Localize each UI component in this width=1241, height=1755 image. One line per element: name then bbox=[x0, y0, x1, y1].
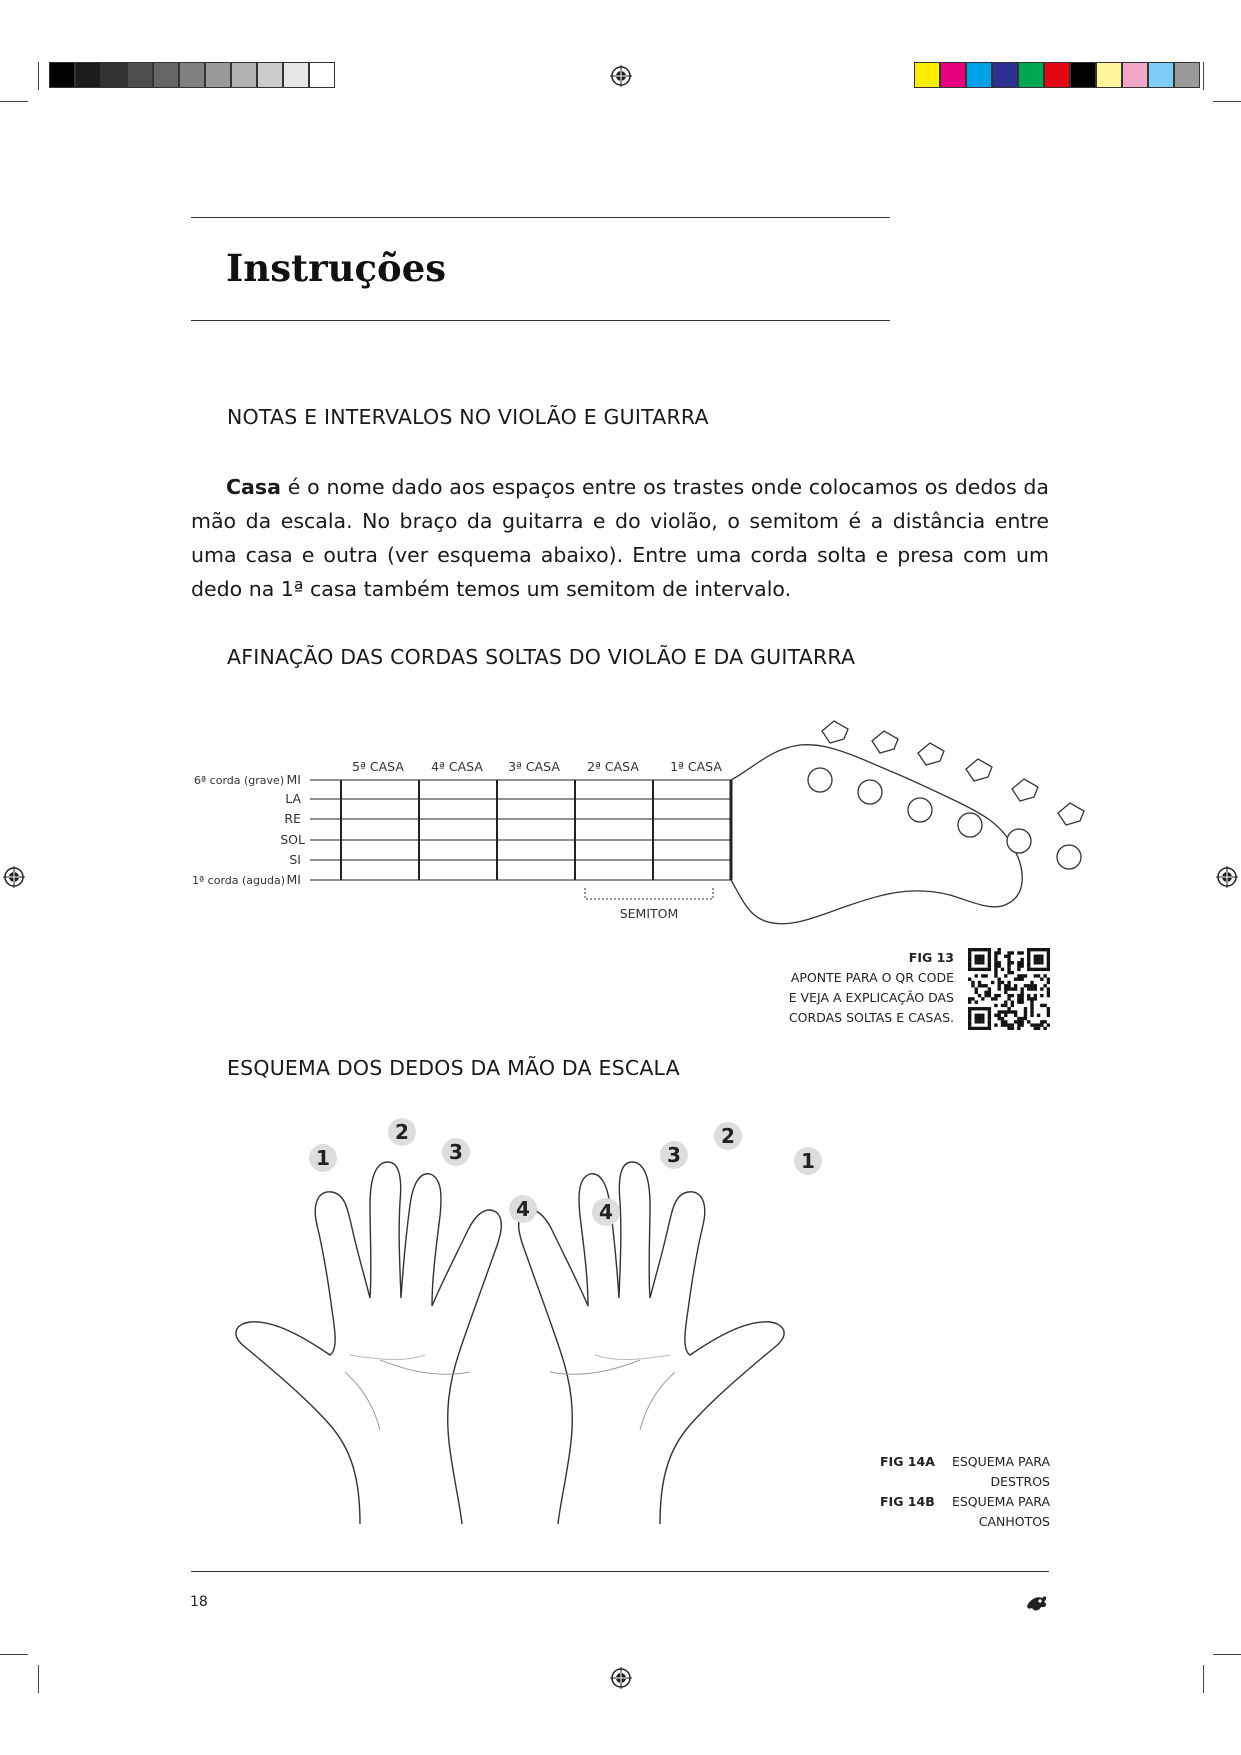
tuning-peg bbox=[958, 813, 982, 837]
left-hand-outline bbox=[519, 1162, 784, 1524]
color-swatch bbox=[1044, 62, 1070, 88]
tuning-key bbox=[872, 731, 898, 753]
crop-mark bbox=[0, 101, 28, 102]
hands-diagram bbox=[220, 1110, 920, 1530]
color-swatch-strip bbox=[914, 62, 1200, 88]
tuning-peg bbox=[858, 780, 882, 804]
color-swatch bbox=[940, 62, 966, 88]
color-swatch bbox=[1148, 62, 1174, 88]
crop-mark bbox=[1213, 101, 1241, 102]
color-swatch bbox=[966, 62, 992, 88]
string-name: SOL bbox=[280, 832, 305, 847]
registration-mark-icon bbox=[610, 65, 632, 87]
color-swatch bbox=[1122, 62, 1148, 88]
fig13-line1: APONTE PARA O QR CODE bbox=[790, 970, 954, 985]
color-swatch bbox=[309, 62, 335, 88]
fig14a-text1: ESQUEMA PARA bbox=[951, 1454, 1050, 1469]
crop-mark bbox=[1213, 1654, 1241, 1655]
title-top-rule bbox=[191, 217, 890, 218]
color-swatch bbox=[992, 62, 1018, 88]
string-name: MI bbox=[286, 772, 301, 787]
finger-number: 4 bbox=[516, 1197, 530, 1221]
casa-label: 4ª CASA bbox=[431, 759, 483, 774]
finger-number: 2 bbox=[721, 1124, 735, 1148]
section-heading-afinacao: AFINAÇÃO DAS CORDAS SOLTAS DO VIOLÃO E DA GUITARRA bbox=[227, 645, 856, 669]
crop-mark bbox=[1203, 1665, 1204, 1693]
fig13-line2: E VEJA A EXPLICAÇÃO DAS bbox=[788, 990, 954, 1005]
section-heading-esquema: ESQUEMA DOS DEDOS DA MÃO DA ESCALA bbox=[227, 1056, 680, 1080]
grayscale-swatch-strip bbox=[49, 62, 335, 88]
fig13-caption bbox=[700, 948, 954, 1028]
color-swatch bbox=[283, 62, 309, 88]
publisher-logo-icon bbox=[1024, 1590, 1050, 1614]
fig14a-label: FIG 14A bbox=[880, 1454, 935, 1469]
string-name: RE bbox=[284, 811, 301, 826]
paragraph-text: é o nome dado aos espaços entre os trastes onde colocamos os dedos da mão da escala. No braço da guitarra e do violão, o semitom é a distância entre uma casa e outra (ver esquema abaixo). Entre uma corda solta e presa com um dedo na 1ª casa também temos um semitom de intervalo. bbox=[191, 475, 1049, 601]
fig14b-text1: ESQUEMA PARA bbox=[951, 1494, 1050, 1509]
color-swatch bbox=[1018, 62, 1044, 88]
crop-mark bbox=[38, 62, 39, 90]
tuning-peg bbox=[808, 768, 832, 792]
tuning-key bbox=[822, 721, 848, 743]
color-swatch bbox=[257, 62, 283, 88]
tuning-peg bbox=[1057, 845, 1081, 869]
casa-label: 2ª CASA bbox=[587, 759, 639, 774]
color-swatch bbox=[49, 62, 75, 88]
tuning-key bbox=[966, 759, 992, 781]
semitom-label: SEMITOM bbox=[619, 906, 679, 921]
color-swatch bbox=[231, 62, 257, 88]
color-swatch bbox=[1096, 62, 1122, 88]
string-name: SI bbox=[289, 852, 301, 867]
fig14b-text2: CANHOTOS bbox=[978, 1514, 1050, 1529]
string-name: MI bbox=[286, 872, 301, 887]
title-bottom-rule bbox=[191, 320, 890, 321]
crop-mark bbox=[1203, 62, 1204, 90]
section-heading-notas: NOTAS E INTERVALOS NO VIOLÃO E GUITARRA bbox=[227, 405, 709, 429]
color-swatch bbox=[75, 62, 101, 88]
finger-number: 1 bbox=[801, 1149, 815, 1173]
tuning-key bbox=[1012, 779, 1038, 801]
registration-mark-icon bbox=[610, 1667, 632, 1689]
fig13-label: FIG 13 bbox=[908, 950, 954, 965]
tuning-peg bbox=[1007, 829, 1031, 853]
page-number: 18 bbox=[190, 1594, 208, 1610]
finger-number: 3 bbox=[449, 1140, 463, 1164]
color-swatch bbox=[101, 62, 127, 88]
registration-mark-icon bbox=[1216, 866, 1238, 888]
string6-description: 6ª corda (grave) bbox=[194, 774, 285, 787]
color-swatch bbox=[179, 62, 205, 88]
tuning-key bbox=[918, 743, 944, 765]
color-swatch bbox=[127, 62, 153, 88]
color-swatch bbox=[1070, 62, 1096, 88]
color-swatch bbox=[914, 62, 940, 88]
right-hand-outline bbox=[236, 1162, 501, 1524]
semitom-bracket bbox=[585, 888, 713, 899]
casa-label: 5ª CASA bbox=[352, 759, 404, 774]
finger-number: 2 bbox=[395, 1120, 409, 1144]
qr-code-icon[interactable] bbox=[968, 948, 1050, 1030]
fig14a-text2: DESTROS bbox=[990, 1474, 1050, 1489]
color-swatch bbox=[1174, 62, 1200, 88]
finger-number: 3 bbox=[667, 1143, 681, 1167]
casa-label: 1ª CASA bbox=[670, 759, 722, 774]
tuning-peg bbox=[908, 798, 932, 822]
crop-mark bbox=[0, 1654, 28, 1655]
crop-mark bbox=[38, 1665, 39, 1693]
string1-description: 1ª corda (aguda) bbox=[192, 874, 286, 887]
fig14-caption bbox=[880, 1452, 1050, 1532]
casa-label: 3ª CASA bbox=[508, 759, 560, 774]
fretboard-diagram bbox=[190, 705, 1140, 945]
finger-number: 4 bbox=[599, 1200, 613, 1224]
footer-rule bbox=[191, 1571, 1049, 1572]
finger-number: 1 bbox=[316, 1146, 330, 1170]
intro-paragraph bbox=[191, 470, 1049, 606]
fig13-line3: CORDAS SOLTAS E CASAS. bbox=[788, 1010, 954, 1025]
paragraph-bold-term: Casa bbox=[226, 475, 281, 499]
color-swatch bbox=[153, 62, 179, 88]
tuning-key bbox=[1058, 803, 1084, 825]
page-title: Instruções bbox=[226, 246, 447, 290]
string-name: LA bbox=[285, 791, 301, 806]
fig14b-label: FIG 14B bbox=[880, 1494, 935, 1509]
color-swatch bbox=[205, 62, 231, 88]
registration-mark-icon bbox=[3, 866, 25, 888]
